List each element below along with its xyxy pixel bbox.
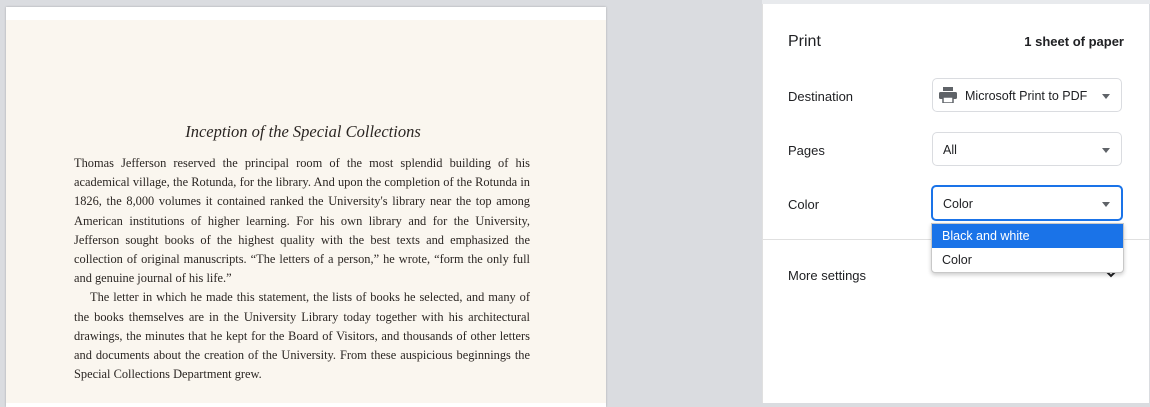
document-heading: Inception of the Special Collections bbox=[185, 122, 421, 141]
destination-value: Microsoft Print to PDF bbox=[965, 89, 1088, 103]
destination-select[interactable] bbox=[932, 78, 1122, 112]
print-settings-panel bbox=[762, 4, 1149, 403]
color-select[interactable] bbox=[931, 185, 1123, 221]
pages-label: Pages bbox=[788, 143, 825, 158]
caret-down-icon bbox=[1102, 148, 1110, 153]
color-dropdown-list bbox=[931, 223, 1124, 273]
document-body bbox=[74, 154, 530, 384]
color-option-black-and-white[interactable]: Black and white bbox=[932, 224, 1123, 248]
caret-down-icon bbox=[1102, 94, 1110, 99]
print-title: Print bbox=[788, 33, 821, 50]
color-option-color[interactable]: Color bbox=[942, 253, 972, 267]
color-label: Color bbox=[788, 197, 820, 212]
more-settings-toggle[interactable]: More settings bbox=[788, 268, 867, 283]
document-paragraph: The letter in which he made this statement, the lists of books he selected, and many of the books themselves are in the University Library today together with his architectural drawings, the minutes that he kept for the Board of Visitors, and thousands of other letters and documents about the creation of the University. From these auspicious beginnings the Special Collections Department grew. bbox=[74, 290, 530, 382]
document-paragraph: Thomas Jefferson reserved the principal room of the most splendid building of his academical village, the Rotunda, for the library. And upon the completion of the Rotunda in 1826, the 8,000 volumes it contained ranked the University's library near the top among American institutions of higher learning. For his own library and for the University, Jefferson sought books of the highest quality with the best texts and emphasized the collection of original manuscripts. “The letters of a person,” he wrote, “form the only full and genuine journal of his life.” bbox=[74, 156, 530, 286]
destination-label: Destination bbox=[788, 89, 854, 104]
pages-value: All bbox=[943, 143, 957, 157]
sheet-count: 1 sheet of paper bbox=[1024, 34, 1124, 49]
color-value: Color bbox=[943, 197, 973, 211]
caret-down-icon bbox=[1102, 202, 1110, 207]
pages-select[interactable] bbox=[932, 132, 1122, 166]
printer-icon bbox=[939, 87, 957, 103]
